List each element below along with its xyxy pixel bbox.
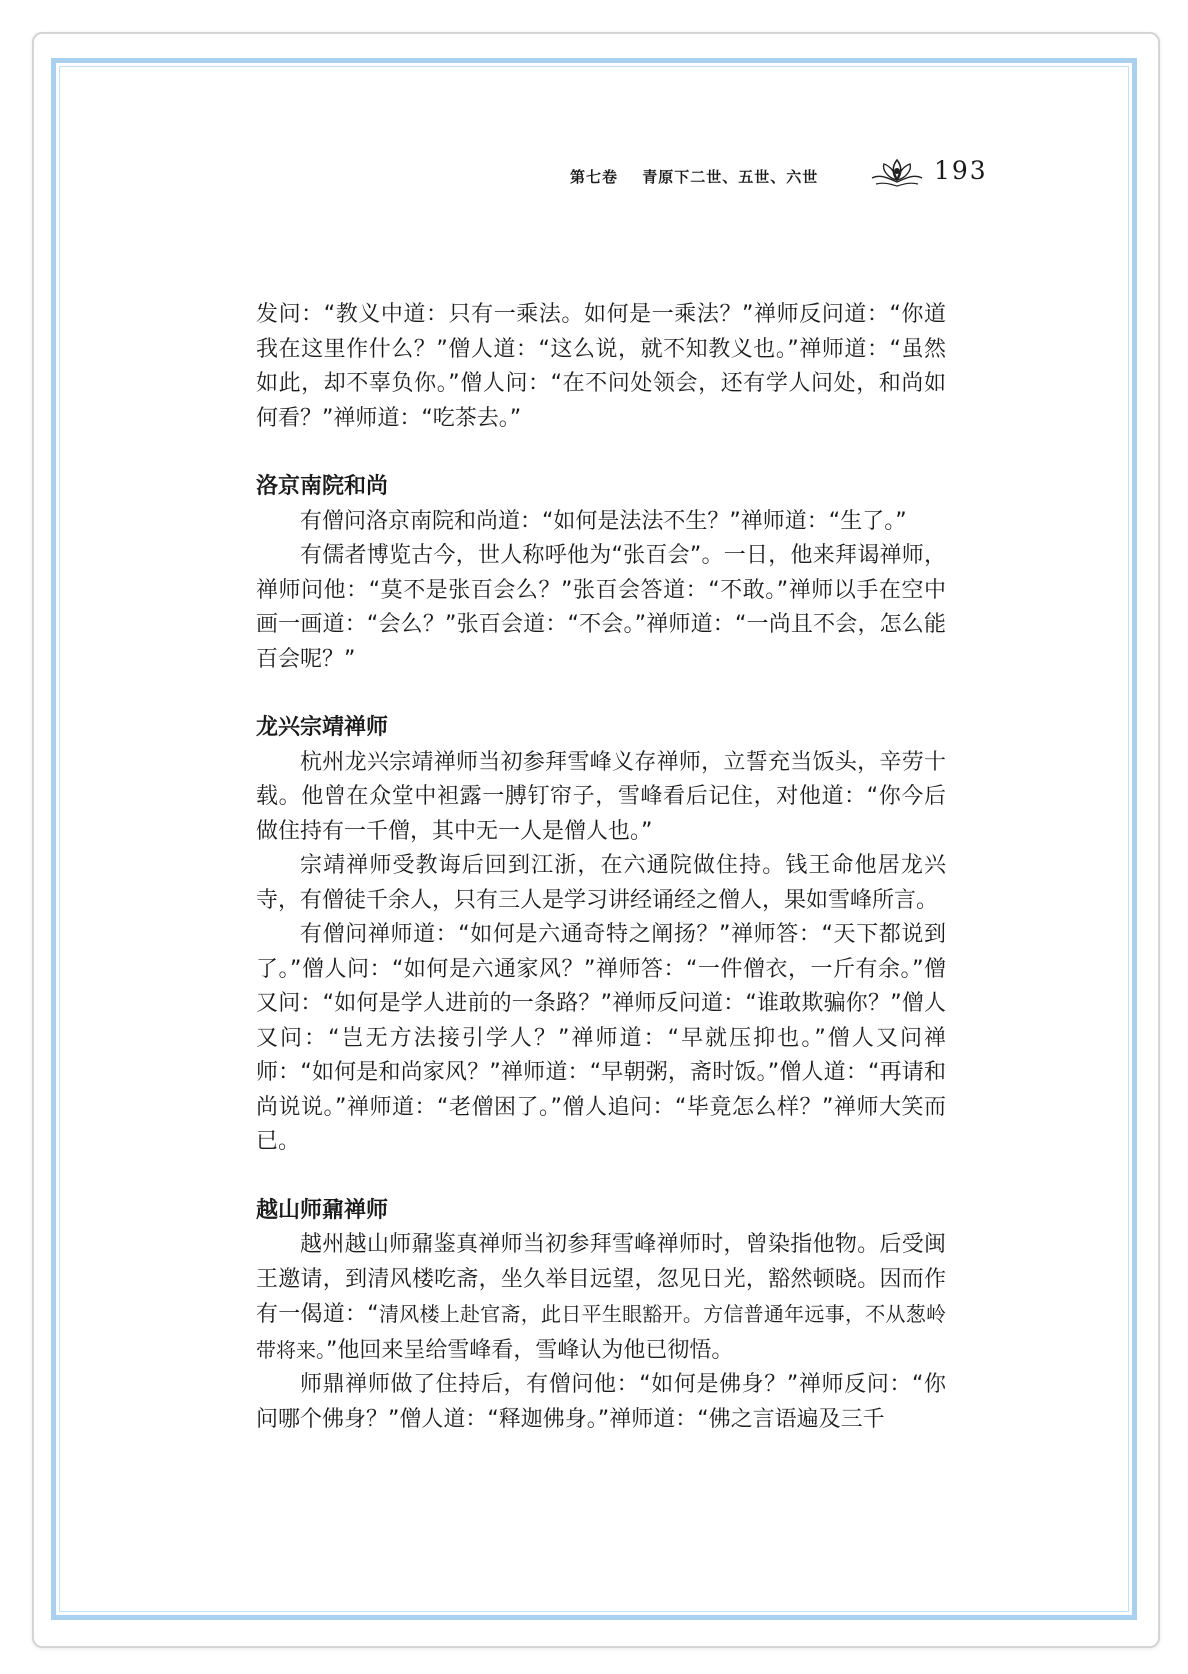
page-header <box>570 154 1010 194</box>
section-title: 洛京南院和尚 <box>256 474 389 499</box>
paragraph: 有僧问禅师道：“如何是六通奇特之阐扬？”禅师答：“天下都说到了。”僧人问：“如何是六通家风？”禅师答：“一件僧衣，一斤有余。”僧又问：“如何是学人进前的一条路？”禅师反问道：“谁敢欺骗你？”僧人又问：“岂无方法接引学人？”禅师道：“早就压抑也。”僧人又问禅师：“如何是和尚家风？”禅师道：“早朝粥，斋时饭。”僧人道：“再请和尚说说。”禅师道：“老僧困了。”僧人追问：“毕竟怎么样？”禅师大笑而已。 <box>256 922 946 1154</box>
page-number: 193 <box>934 156 988 185</box>
paragraph: 杭州龙兴宗靖禅师当初参拜雪峰义存禅师，立誓充当饭头，辛劳十载。他曾在众堂中袒露一膊钉帘子，雪峰看后记住，对他道：“你今后做住持有一千僧，其中无一人是僧人也。” <box>256 749 946 844</box>
paragraph-text: ”他回来呈给雪峰看，雪峰认为他已彻悟。 <box>326 1337 734 1363</box>
lotus-ornament-icon <box>868 156 926 190</box>
paragraph: 有儒者博览古今，世人称呼他为“张百会”。一日，他来拜谒禅师，禅师问他：“莫不是张百会么？”张百会答道：“不敢。”禅师以手在空中画一画道：“会么？”张百会道：“不会。”禅师道：“一尚且不会，怎么能百会呢？” <box>256 543 946 672</box>
section-title: 龙兴宗靖禅师 <box>256 715 389 740</box>
paragraph: 宗靖禅师受教诲后回到江浙，在六通院做住持。钱王命他居龙兴寺，有僧徒千余人，只有三人是学习讲经诵经之僧人，果如雪峰所言。 <box>256 853 946 913</box>
paragraph <box>256 1228 946 1368</box>
section-title: 越山师鼐禅师 <box>256 1197 389 1223</box>
volume-label: 第七卷 <box>570 168 619 186</box>
paragraph-text: 越州越山师鼐鉴真禅师当初参拜雪峰禅师时，曾染指他物。后受闽王邀请，到清风楼吃斋，坐久举目远望，忽见日光，豁然顿晓。因而作有一偈道：“ <box>256 1232 946 1327</box>
running-head <box>570 166 818 187</box>
section-yueshan-shinai <box>256 1194 946 1438</box>
paragraph: 师鼎禅师做了住持后，有僧问他：“如何是佛身？”禅师反问：“你问哪个佛身？”僧人道：“释迦佛身。”禅师道：“佛之言语遍及三千 <box>256 1372 946 1432</box>
chapter-label: 青原下二世、五世、六世 <box>642 168 819 186</box>
gatha-verse: 清风楼上赴官斋，此日平生眼豁开。方信普通年远事，不从葱岭带将来。 <box>256 1302 946 1362</box>
intro-paragraph: 发问：“教义中道：只有一乘法。如何是一乘法？”禅师反问道：“你道我在这里作什么？”僧人道：“这么说，就不知教义也。”禅师道：“虽然如此，却不辜负你。”僧人问：“在不问处领会，还有学人问处，和尚如何看？”禅师道：“吃茶去。” <box>256 302 946 431</box>
section-luojing-nanyuan <box>256 470 946 677</box>
paragraph: 有僧问洛京南院和尚道：“如何是法法不生？”禅师道：“生了。” <box>300 508 907 534</box>
page-body <box>256 298 946 1437</box>
section-longxing-zongjing <box>256 711 946 1160</box>
